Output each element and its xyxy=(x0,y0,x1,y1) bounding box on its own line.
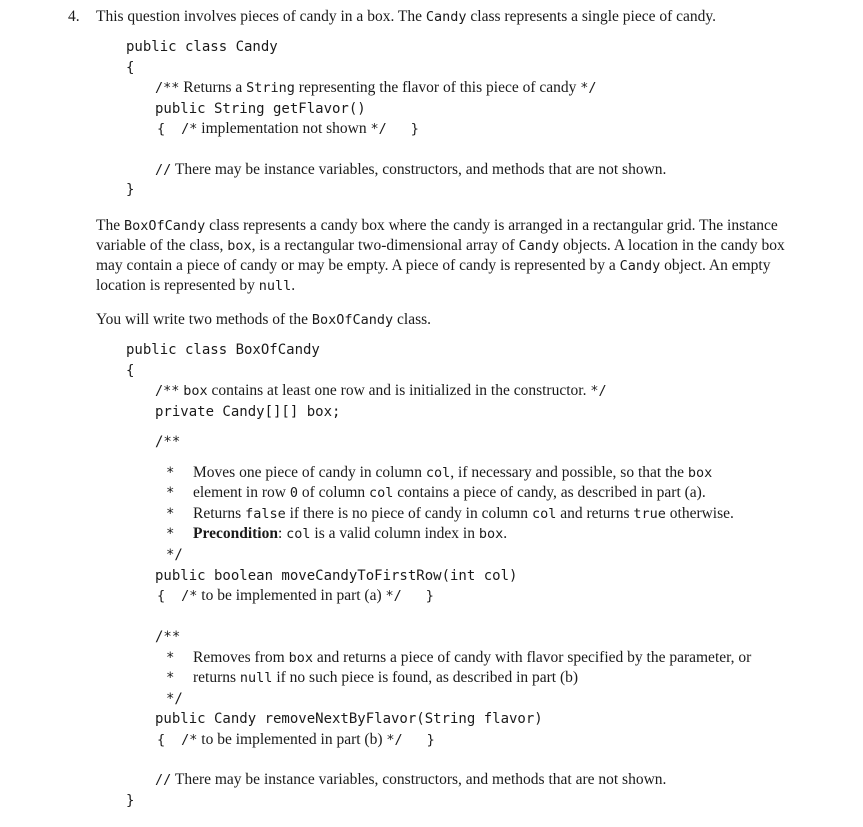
text: You will write two methods of the xyxy=(96,311,312,328)
getflavor-signature: public String getFlavor() xyxy=(155,101,366,117)
m1-doc-end: */ xyxy=(166,547,183,563)
box-field-declaration: private Candy[][] box; xyxy=(155,404,341,420)
m2-doc-line1 xyxy=(193,648,751,668)
text: contains at least one row and is initialized in the constructor. xyxy=(207,382,591,399)
code: col xyxy=(369,485,394,501)
box-field-doc-comment xyxy=(155,381,607,401)
getflavor-body xyxy=(157,119,419,139)
doc-star: * xyxy=(166,465,175,481)
text: . xyxy=(503,525,508,542)
text: otherwise. xyxy=(665,505,734,522)
question-intro xyxy=(96,7,716,27)
code: null xyxy=(258,278,292,294)
m1-doc-start: /** xyxy=(155,434,181,450)
code-string: String xyxy=(246,80,295,96)
comment-mark: */ xyxy=(580,80,597,96)
doc-star: * xyxy=(166,650,175,666)
text: class represents a single piece of candy. xyxy=(466,8,717,25)
text: Returns a xyxy=(179,79,247,96)
comment-mark: // xyxy=(155,772,172,788)
text: element in row xyxy=(193,484,290,501)
candy-class-header: public class Candy xyxy=(126,39,278,55)
comment-mark: */ xyxy=(386,732,403,748)
text: class represents a candy box where the candy is arranged in a rectangular grid. The instance variable of the class, xyxy=(96,217,778,254)
text: class. xyxy=(393,311,432,328)
brace: { xyxy=(157,588,166,604)
code: box xyxy=(288,650,313,666)
code: col xyxy=(425,465,451,481)
comment-mark: // xyxy=(155,162,172,178)
code: false xyxy=(245,506,286,522)
code: box xyxy=(227,238,252,254)
code: box xyxy=(183,383,208,399)
code: box xyxy=(687,465,713,481)
m2-doc-end: */ xyxy=(166,691,183,707)
text: . xyxy=(291,277,296,294)
code: true xyxy=(633,506,666,522)
code: Candy xyxy=(518,238,560,254)
text: : xyxy=(277,525,287,542)
m1-doc-precondition xyxy=(193,524,507,544)
boxofcandy-class-header: public class BoxOfCandy xyxy=(126,342,320,358)
code: 0 xyxy=(289,485,298,501)
brace: { xyxy=(157,732,166,748)
text: if there is no piece of candy in column xyxy=(285,505,532,522)
text: and returns xyxy=(556,505,634,522)
comment-mark: /** xyxy=(155,383,180,399)
boxofcandy-close-brace: } xyxy=(126,793,135,809)
text: is a valid column index in xyxy=(310,525,479,542)
text: There may be instance variables, constructors, and methods that are not shown. xyxy=(171,161,667,178)
methods-intro xyxy=(96,310,431,330)
text: This question involves pieces of candy in a box. The xyxy=(96,8,426,25)
m1-doc-line1 xyxy=(193,463,712,483)
candy-class-open-brace: { xyxy=(126,60,135,76)
getflavor-doc-comment xyxy=(155,78,597,98)
m1-doc-line3 xyxy=(193,504,734,524)
code: BoxOfCandy xyxy=(123,218,206,234)
text: to be implemented in part (a) xyxy=(197,587,386,604)
text: to be implemented in part (b) xyxy=(197,731,387,748)
m2-doc-line2 xyxy=(193,668,578,688)
doc-star: * xyxy=(166,526,175,542)
code: BoxOfCandy xyxy=(311,312,394,328)
m2-body xyxy=(157,730,435,750)
doc-star: * xyxy=(166,506,175,522)
m1-signature: public boolean moveCandyToFirstRow(int col) xyxy=(155,568,518,584)
text: Moves one piece of candy in column xyxy=(193,464,426,481)
comment-mark: /* xyxy=(181,588,198,604)
code: Candy xyxy=(619,258,661,274)
boxofcandy-trailing-comment xyxy=(155,770,666,790)
text: implementation not shown xyxy=(197,120,371,137)
text: contains a piece of candy, as described in part (a). xyxy=(393,484,706,501)
code-candy: Candy xyxy=(425,9,467,25)
boxofcandy-description xyxy=(96,216,808,296)
code: null xyxy=(239,670,273,686)
text: , if necessary and possible, so that the xyxy=(450,464,688,481)
comment-mark: */ xyxy=(385,588,402,604)
question-number: 4. xyxy=(68,8,80,25)
brace: } xyxy=(426,732,435,748)
m2-signature: public Candy removeNextByFlavor(String flavor) xyxy=(155,711,543,727)
text: returns xyxy=(193,669,240,686)
text: if no such piece is found, as described in part (b) xyxy=(272,669,579,686)
boxofcandy-open-brace: { xyxy=(126,363,135,379)
text: There may be instance variables, constructors, and methods that are not shown. xyxy=(171,771,667,788)
text: , is a rectangular two-dimensional array of xyxy=(251,237,519,254)
code: col xyxy=(286,526,311,542)
text: representing the flavor of this piece of candy xyxy=(294,79,581,96)
candy-class-close-brace: } xyxy=(126,182,135,198)
brace: { xyxy=(157,121,166,137)
brace: } xyxy=(425,588,434,604)
text: Returns xyxy=(193,505,246,522)
text: objects. A location in the candy box may contain a piece of candy or may be empty. A piece of candy is represented by a xyxy=(96,237,785,274)
comment-mark: */ xyxy=(370,121,387,137)
text: and returns a piece of candy with flavor specified by the parameter, or xyxy=(312,649,752,666)
comment-mark: /* xyxy=(181,121,198,137)
code: col xyxy=(531,506,557,522)
text: of column xyxy=(298,484,370,501)
doc-star: * xyxy=(166,670,175,686)
m1-doc-line2 xyxy=(193,483,706,503)
precondition-label: Precondition xyxy=(193,525,278,542)
code: box xyxy=(478,526,504,542)
text: The xyxy=(96,217,124,234)
m2-doc-start: /** xyxy=(155,629,181,645)
text: Removes from xyxy=(193,649,289,666)
brace: } xyxy=(410,121,419,137)
candy-class-trailing-comment xyxy=(155,160,666,180)
doc-star: * xyxy=(166,485,175,501)
comment-mark: */ xyxy=(590,383,607,399)
comment-mark: /* xyxy=(181,732,198,748)
comment-mark: /** xyxy=(155,80,180,96)
m1-body xyxy=(157,586,434,606)
text: object. An empty location is represented by xyxy=(96,257,771,294)
